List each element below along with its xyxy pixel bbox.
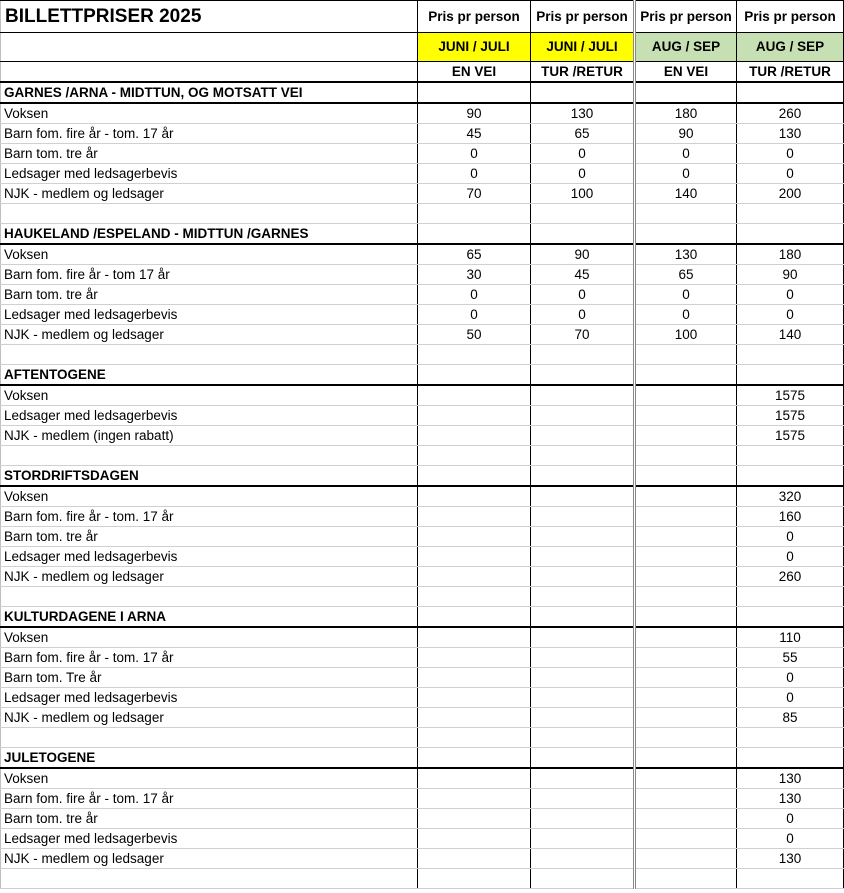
price-cell-2: 130 xyxy=(531,103,635,124)
direction-label-2: TUR /RETUR xyxy=(531,62,635,83)
spacer-cell-1 xyxy=(418,587,531,607)
price-cell-3: 90 xyxy=(635,124,737,144)
row-label: Barn tom. tre år xyxy=(1,285,418,305)
spacer-cell-2 xyxy=(531,345,635,365)
spacer-row xyxy=(1,728,844,748)
price-row xyxy=(1,768,844,789)
section-header-cell-1 xyxy=(418,466,531,487)
price-cell-2: 70 xyxy=(531,325,635,345)
price-cell-2: 100 xyxy=(531,184,635,204)
spacer-cell xyxy=(1,728,418,748)
section-header-row xyxy=(1,82,844,103)
price-cell-3 xyxy=(635,668,737,688)
price-row xyxy=(1,164,844,184)
price-cell-4: 0 xyxy=(737,527,844,547)
price-row xyxy=(1,849,844,869)
price-cell-3: 0 xyxy=(635,285,737,305)
row-label: Ledsager med ledsagerbevis xyxy=(1,829,418,849)
price-cell-2 xyxy=(531,507,635,527)
col-header-2: Pris pr person xyxy=(531,1,635,33)
section-header-cell-1 xyxy=(418,365,531,386)
price-cell-1 xyxy=(418,688,531,708)
price-row xyxy=(1,265,844,285)
price-cell-3 xyxy=(635,789,737,809)
section-header-cell-2 xyxy=(531,82,635,103)
price-cell-1 xyxy=(418,426,531,446)
row-label: Barn tom. tre år xyxy=(1,527,418,547)
spacer-cell-4 xyxy=(737,869,844,889)
price-cell-4: 320 xyxy=(737,486,844,507)
section-header-cell-3 xyxy=(635,82,737,103)
period-label-4: AUG / SEP xyxy=(737,33,844,62)
price-cell-1: 30 xyxy=(418,265,531,285)
price-cell-4: 130 xyxy=(737,849,844,869)
section-header-cell-4 xyxy=(737,82,844,103)
price-cell-3: 140 xyxy=(635,184,737,204)
price-cell-2: 65 xyxy=(531,124,635,144)
price-cell-4: 130 xyxy=(737,768,844,789)
section-header-cell-2 xyxy=(531,365,635,386)
price-cell-1 xyxy=(418,789,531,809)
section-header-row xyxy=(1,748,844,769)
price-cell-3: 65 xyxy=(635,265,737,285)
row-label: Voksen xyxy=(1,244,418,265)
spacer-cell-1 xyxy=(418,869,531,889)
section-header-cell-4 xyxy=(737,365,844,386)
price-cell-1: 0 xyxy=(418,144,531,164)
spacer-cell-2 xyxy=(531,869,635,889)
price-cell-4: 130 xyxy=(737,124,844,144)
section-title: AFTENTOGENE xyxy=(1,365,418,386)
section-header-cell-3 xyxy=(635,748,737,769)
price-cell-3 xyxy=(635,486,737,507)
price-cell-3 xyxy=(635,567,737,587)
price-cell-3 xyxy=(635,406,737,426)
spacer-cell-2 xyxy=(531,204,635,224)
price-cell-1: 90 xyxy=(418,103,531,124)
section-header-row xyxy=(1,224,844,245)
row-label: Ledsager med ledsagerbevis xyxy=(1,406,418,426)
spacer-cell-2 xyxy=(531,728,635,748)
price-cell-1 xyxy=(418,527,531,547)
price-row xyxy=(1,809,844,829)
price-cell-1 xyxy=(418,547,531,567)
row-label: Ledsager med ledsagerbevis xyxy=(1,164,418,184)
price-cell-4: 110 xyxy=(737,627,844,648)
price-row xyxy=(1,627,844,648)
price-cell-1: 70 xyxy=(418,184,531,204)
price-cell-1 xyxy=(418,567,531,587)
section-header-cell-2 xyxy=(531,748,635,769)
price-cell-2 xyxy=(531,426,635,446)
price-row xyxy=(1,789,844,809)
spacer-cell-3 xyxy=(635,728,737,748)
price-cell-2 xyxy=(531,829,635,849)
price-row xyxy=(1,527,844,547)
price-cell-2: 90 xyxy=(531,244,635,265)
section-title: KULTURDAGENE I ARNA xyxy=(1,607,418,628)
price-cell-2: 0 xyxy=(531,285,635,305)
price-cell-2 xyxy=(531,406,635,426)
spacer-cell-1 xyxy=(418,204,531,224)
row-label: Barn fom. fire år - tom. 17 år xyxy=(1,648,418,668)
row-label: Barn tom. tre år xyxy=(1,809,418,829)
price-row xyxy=(1,385,844,406)
title-row xyxy=(1,1,844,33)
price-row xyxy=(1,406,844,426)
price-cell-2 xyxy=(531,809,635,829)
price-cell-3 xyxy=(635,829,737,849)
row-label: Barn fom. fire år - tom. 17 år xyxy=(1,789,418,809)
price-cell-2 xyxy=(531,668,635,688)
price-cell-3 xyxy=(635,688,737,708)
spacer-cell xyxy=(1,587,418,607)
spacer-cell-4 xyxy=(737,728,844,748)
spacer-cell xyxy=(1,446,418,466)
price-cell-3 xyxy=(635,385,737,406)
section-header-cell-3 xyxy=(635,224,737,245)
price-table-body xyxy=(1,1,844,889)
period-label-1: JUNI / JULI xyxy=(418,33,531,62)
direction-row-label-cell xyxy=(1,62,418,83)
price-cell-3: 0 xyxy=(635,305,737,325)
price-row xyxy=(1,325,844,345)
price-cell-4: 140 xyxy=(737,325,844,345)
price-row xyxy=(1,829,844,849)
price-cell-1 xyxy=(418,486,531,507)
price-cell-1: 65 xyxy=(418,244,531,265)
price-row xyxy=(1,567,844,587)
spacer-cell-1 xyxy=(418,446,531,466)
section-header-cell-2 xyxy=(531,466,635,487)
price-cell-3 xyxy=(635,426,737,446)
period-label-3: AUG / SEP xyxy=(635,33,737,62)
spacer-cell-3 xyxy=(635,869,737,889)
spacer-cell xyxy=(1,869,418,889)
price-row xyxy=(1,285,844,305)
price-cell-2 xyxy=(531,688,635,708)
price-row xyxy=(1,244,844,265)
section-header-row xyxy=(1,365,844,386)
price-cell-4: 180 xyxy=(737,244,844,265)
section-header-row xyxy=(1,607,844,628)
spacer-cell xyxy=(1,204,418,224)
section-header-cell-4 xyxy=(737,607,844,628)
price-cell-3 xyxy=(635,527,737,547)
price-cell-1 xyxy=(418,768,531,789)
price-cell-4: 1575 xyxy=(737,426,844,446)
section-header-cell-2 xyxy=(531,607,635,628)
row-label: Barn fom. fire år - tom. 17 år xyxy=(1,507,418,527)
row-label: NJK - medlem og ledsager xyxy=(1,325,418,345)
period-row xyxy=(1,33,844,62)
row-label: Ledsager med ledsagerbevis xyxy=(1,688,418,708)
section-title: STORDRIFTSDAGEN xyxy=(1,466,418,487)
spacer-cell-3 xyxy=(635,446,737,466)
section-header-cell-1 xyxy=(418,748,531,769)
spacer-cell-2 xyxy=(531,446,635,466)
price-cell-1 xyxy=(418,627,531,648)
price-cell-4: 260 xyxy=(737,567,844,587)
price-cell-3: 0 xyxy=(635,164,737,184)
row-label: Barn tom. tre år xyxy=(1,144,418,164)
price-cell-3 xyxy=(635,849,737,869)
price-cell-2 xyxy=(531,527,635,547)
price-cell-2: 0 xyxy=(531,305,635,325)
price-cell-1: 0 xyxy=(418,164,531,184)
spacer-cell-3 xyxy=(635,587,737,607)
price-cell-1 xyxy=(418,849,531,869)
price-cell-3 xyxy=(635,809,737,829)
spacer-cell-3 xyxy=(635,204,737,224)
col-header-4: Pris pr person xyxy=(737,1,844,33)
spacer-cell-1 xyxy=(418,728,531,748)
price-row xyxy=(1,103,844,124)
price-cell-2 xyxy=(531,849,635,869)
section-title: JULETOGENE xyxy=(1,748,418,769)
price-cell-2 xyxy=(531,547,635,567)
price-cell-1: 45 xyxy=(418,124,531,144)
spacer-row xyxy=(1,204,844,224)
price-cell-1 xyxy=(418,385,531,406)
spacer-cell-4 xyxy=(737,446,844,466)
price-cell-3: 100 xyxy=(635,325,737,345)
price-row xyxy=(1,648,844,668)
price-cell-1 xyxy=(418,708,531,728)
direction-row xyxy=(1,62,844,83)
price-cell-2 xyxy=(531,708,635,728)
row-label: NJK - medlem og ledsager xyxy=(1,849,418,869)
section-header-cell-4 xyxy=(737,466,844,487)
direction-label-4: TUR /RETUR xyxy=(737,62,844,83)
section-header-row xyxy=(1,466,844,487)
section-title: HAUKELAND /ESPELAND - MIDTTUN /GARNES xyxy=(1,224,418,245)
price-row xyxy=(1,507,844,527)
spacer-row xyxy=(1,869,844,889)
price-cell-4: 0 xyxy=(737,809,844,829)
section-header-cell-1 xyxy=(418,82,531,103)
price-cell-2 xyxy=(531,567,635,587)
col-header-3: Pris pr person xyxy=(635,1,737,33)
price-cell-3 xyxy=(635,507,737,527)
section-header-cell-2 xyxy=(531,224,635,245)
price-cell-4: 0 xyxy=(737,305,844,325)
price-cell-2 xyxy=(531,648,635,668)
row-label: NJK - medlem (ingen rabatt) xyxy=(1,426,418,446)
price-row xyxy=(1,305,844,325)
row-label: Voksen xyxy=(1,768,418,789)
price-cell-4: 0 xyxy=(737,164,844,184)
price-cell-4: 55 xyxy=(737,648,844,668)
price-row xyxy=(1,124,844,144)
row-label: Voksen xyxy=(1,385,418,406)
price-cell-4: 200 xyxy=(737,184,844,204)
section-header-cell-1 xyxy=(418,224,531,245)
section-header-cell-1 xyxy=(418,607,531,628)
price-cell-4: 0 xyxy=(737,829,844,849)
price-cell-1: 0 xyxy=(418,305,531,325)
row-label: Voksen xyxy=(1,103,418,124)
price-cell-3: 180 xyxy=(635,103,737,124)
spacer-cell-3 xyxy=(635,345,737,365)
price-cell-4: 0 xyxy=(737,688,844,708)
row-label: NJK - medlem og ledsager xyxy=(1,184,418,204)
direction-label-3: EN VEI xyxy=(635,62,737,83)
price-cell-4: 1575 xyxy=(737,385,844,406)
direction-label-1: EN VEI xyxy=(418,62,531,83)
price-cell-1 xyxy=(418,668,531,688)
price-cell-3: 0 xyxy=(635,144,737,164)
price-cell-2: 45 xyxy=(531,265,635,285)
section-header-cell-4 xyxy=(737,224,844,245)
spacer-cell-4 xyxy=(737,345,844,365)
price-cell-4: 85 xyxy=(737,708,844,728)
section-header-cell-3 xyxy=(635,607,737,628)
price-row xyxy=(1,184,844,204)
spacer-row xyxy=(1,446,844,466)
price-cell-2 xyxy=(531,486,635,507)
price-cell-4: 0 xyxy=(737,668,844,688)
spacer-cell-4 xyxy=(737,587,844,607)
price-cell-4: 130 xyxy=(737,789,844,809)
price-cell-4: 90 xyxy=(737,265,844,285)
price-row xyxy=(1,486,844,507)
spacer-row xyxy=(1,587,844,607)
spacer-cell-2 xyxy=(531,587,635,607)
row-label: Barn fom. fire år - tom. 17 år xyxy=(1,124,418,144)
price-cell-3 xyxy=(635,768,737,789)
price-cell-2: 0 xyxy=(531,144,635,164)
price-cell-3 xyxy=(635,708,737,728)
row-label: NJK - medlem og ledsager xyxy=(1,567,418,587)
price-row xyxy=(1,144,844,164)
price-row xyxy=(1,547,844,567)
price-cell-2 xyxy=(531,768,635,789)
row-label: Barn tom. Tre år xyxy=(1,668,418,688)
price-cell-4: 160 xyxy=(737,507,844,527)
row-label: Ledsager med ledsagerbevis xyxy=(1,305,418,325)
price-cell-3 xyxy=(635,648,737,668)
price-cell-4: 0 xyxy=(737,547,844,567)
price-row xyxy=(1,668,844,688)
section-header-cell-3 xyxy=(635,365,737,386)
spacer-cell-4 xyxy=(737,204,844,224)
period-label-2: JUNI / JULI xyxy=(531,33,635,62)
price-cell-4: 0 xyxy=(737,144,844,164)
price-cell-2 xyxy=(531,789,635,809)
price-cell-1 xyxy=(418,809,531,829)
section-header-cell-4 xyxy=(737,748,844,769)
price-cell-1: 50 xyxy=(418,325,531,345)
price-cell-2 xyxy=(531,385,635,406)
row-label: Ledsager med ledsagerbevis xyxy=(1,547,418,567)
period-row-label-cell xyxy=(1,33,418,62)
row-label: NJK - medlem og ledsager xyxy=(1,708,418,728)
price-cell-4: 260 xyxy=(737,103,844,124)
price-cell-2: 0 xyxy=(531,164,635,184)
price-cell-1: 0 xyxy=(418,285,531,305)
price-cell-3 xyxy=(635,547,737,567)
price-row xyxy=(1,688,844,708)
col-header-1: Pris pr person xyxy=(418,1,531,33)
row-label: Barn fom. fire år - tom 17 år xyxy=(1,265,418,285)
price-cell-3: 130 xyxy=(635,244,737,265)
price-cell-1 xyxy=(418,648,531,668)
price-row xyxy=(1,708,844,728)
price-cell-4: 1575 xyxy=(737,406,844,426)
price-cell-1 xyxy=(418,406,531,426)
section-header-cell-3 xyxy=(635,466,737,487)
price-cell-1 xyxy=(418,507,531,527)
sheet-title: BILLETTPRISER 2025 xyxy=(1,1,418,33)
section-title: GARNES /ARNA - MIDTTUN, OG MOTSATT VEI xyxy=(1,82,418,103)
spacer-cell-1 xyxy=(418,345,531,365)
price-cell-4: 0 xyxy=(737,285,844,305)
row-label: Voksen xyxy=(1,486,418,507)
price-cell-2 xyxy=(531,627,635,648)
spacer-row xyxy=(1,345,844,365)
price-cell-1 xyxy=(418,829,531,849)
price-cell-3 xyxy=(635,627,737,648)
row-label: Voksen xyxy=(1,627,418,648)
spacer-cell xyxy=(1,345,418,365)
price-row xyxy=(1,426,844,446)
